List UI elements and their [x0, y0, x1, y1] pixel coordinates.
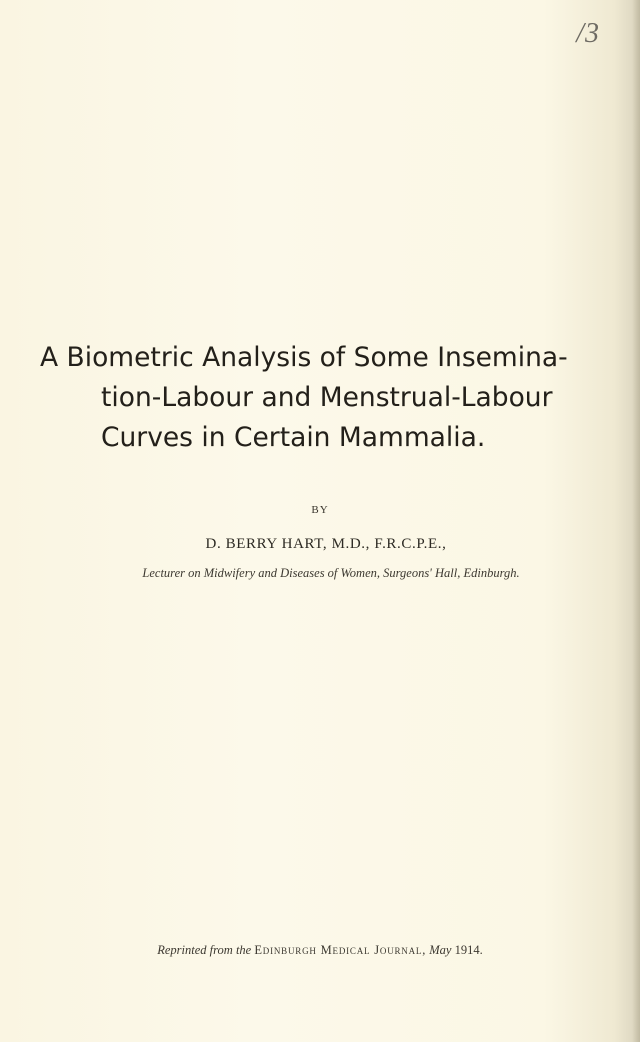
document-title	[40, 338, 600, 458]
reprint-year: 1914.	[454, 943, 483, 957]
reprint-note	[0, 943, 640, 958]
reprint-prefix: Reprinted from the	[157, 943, 252, 957]
author-name: D. BERRY HART, M.D., F.R.C.P.E.,	[205, 536, 447, 552]
author-affiliation: Lecturer on Midwifery and Diseases of Women, Surgeons' Hall, Edinburgh.	[142, 566, 520, 580]
title-line-3: Curves in Certain Mammalia.	[101, 422, 486, 453]
handwritten-page-mark: /3	[576, 18, 600, 49]
title-line-1: A Biometric Analysis of Some Insemina-	[40, 342, 568, 373]
title-line-2: tion-Labour and Menstrual-Labour	[101, 382, 553, 413]
journal-name: Edinburgh Medical Journal,	[254, 943, 427, 957]
page-edge-shadow	[632, 0, 640, 1042]
by-label: BY	[311, 504, 329, 516]
reprint-month: May	[429, 943, 452, 957]
